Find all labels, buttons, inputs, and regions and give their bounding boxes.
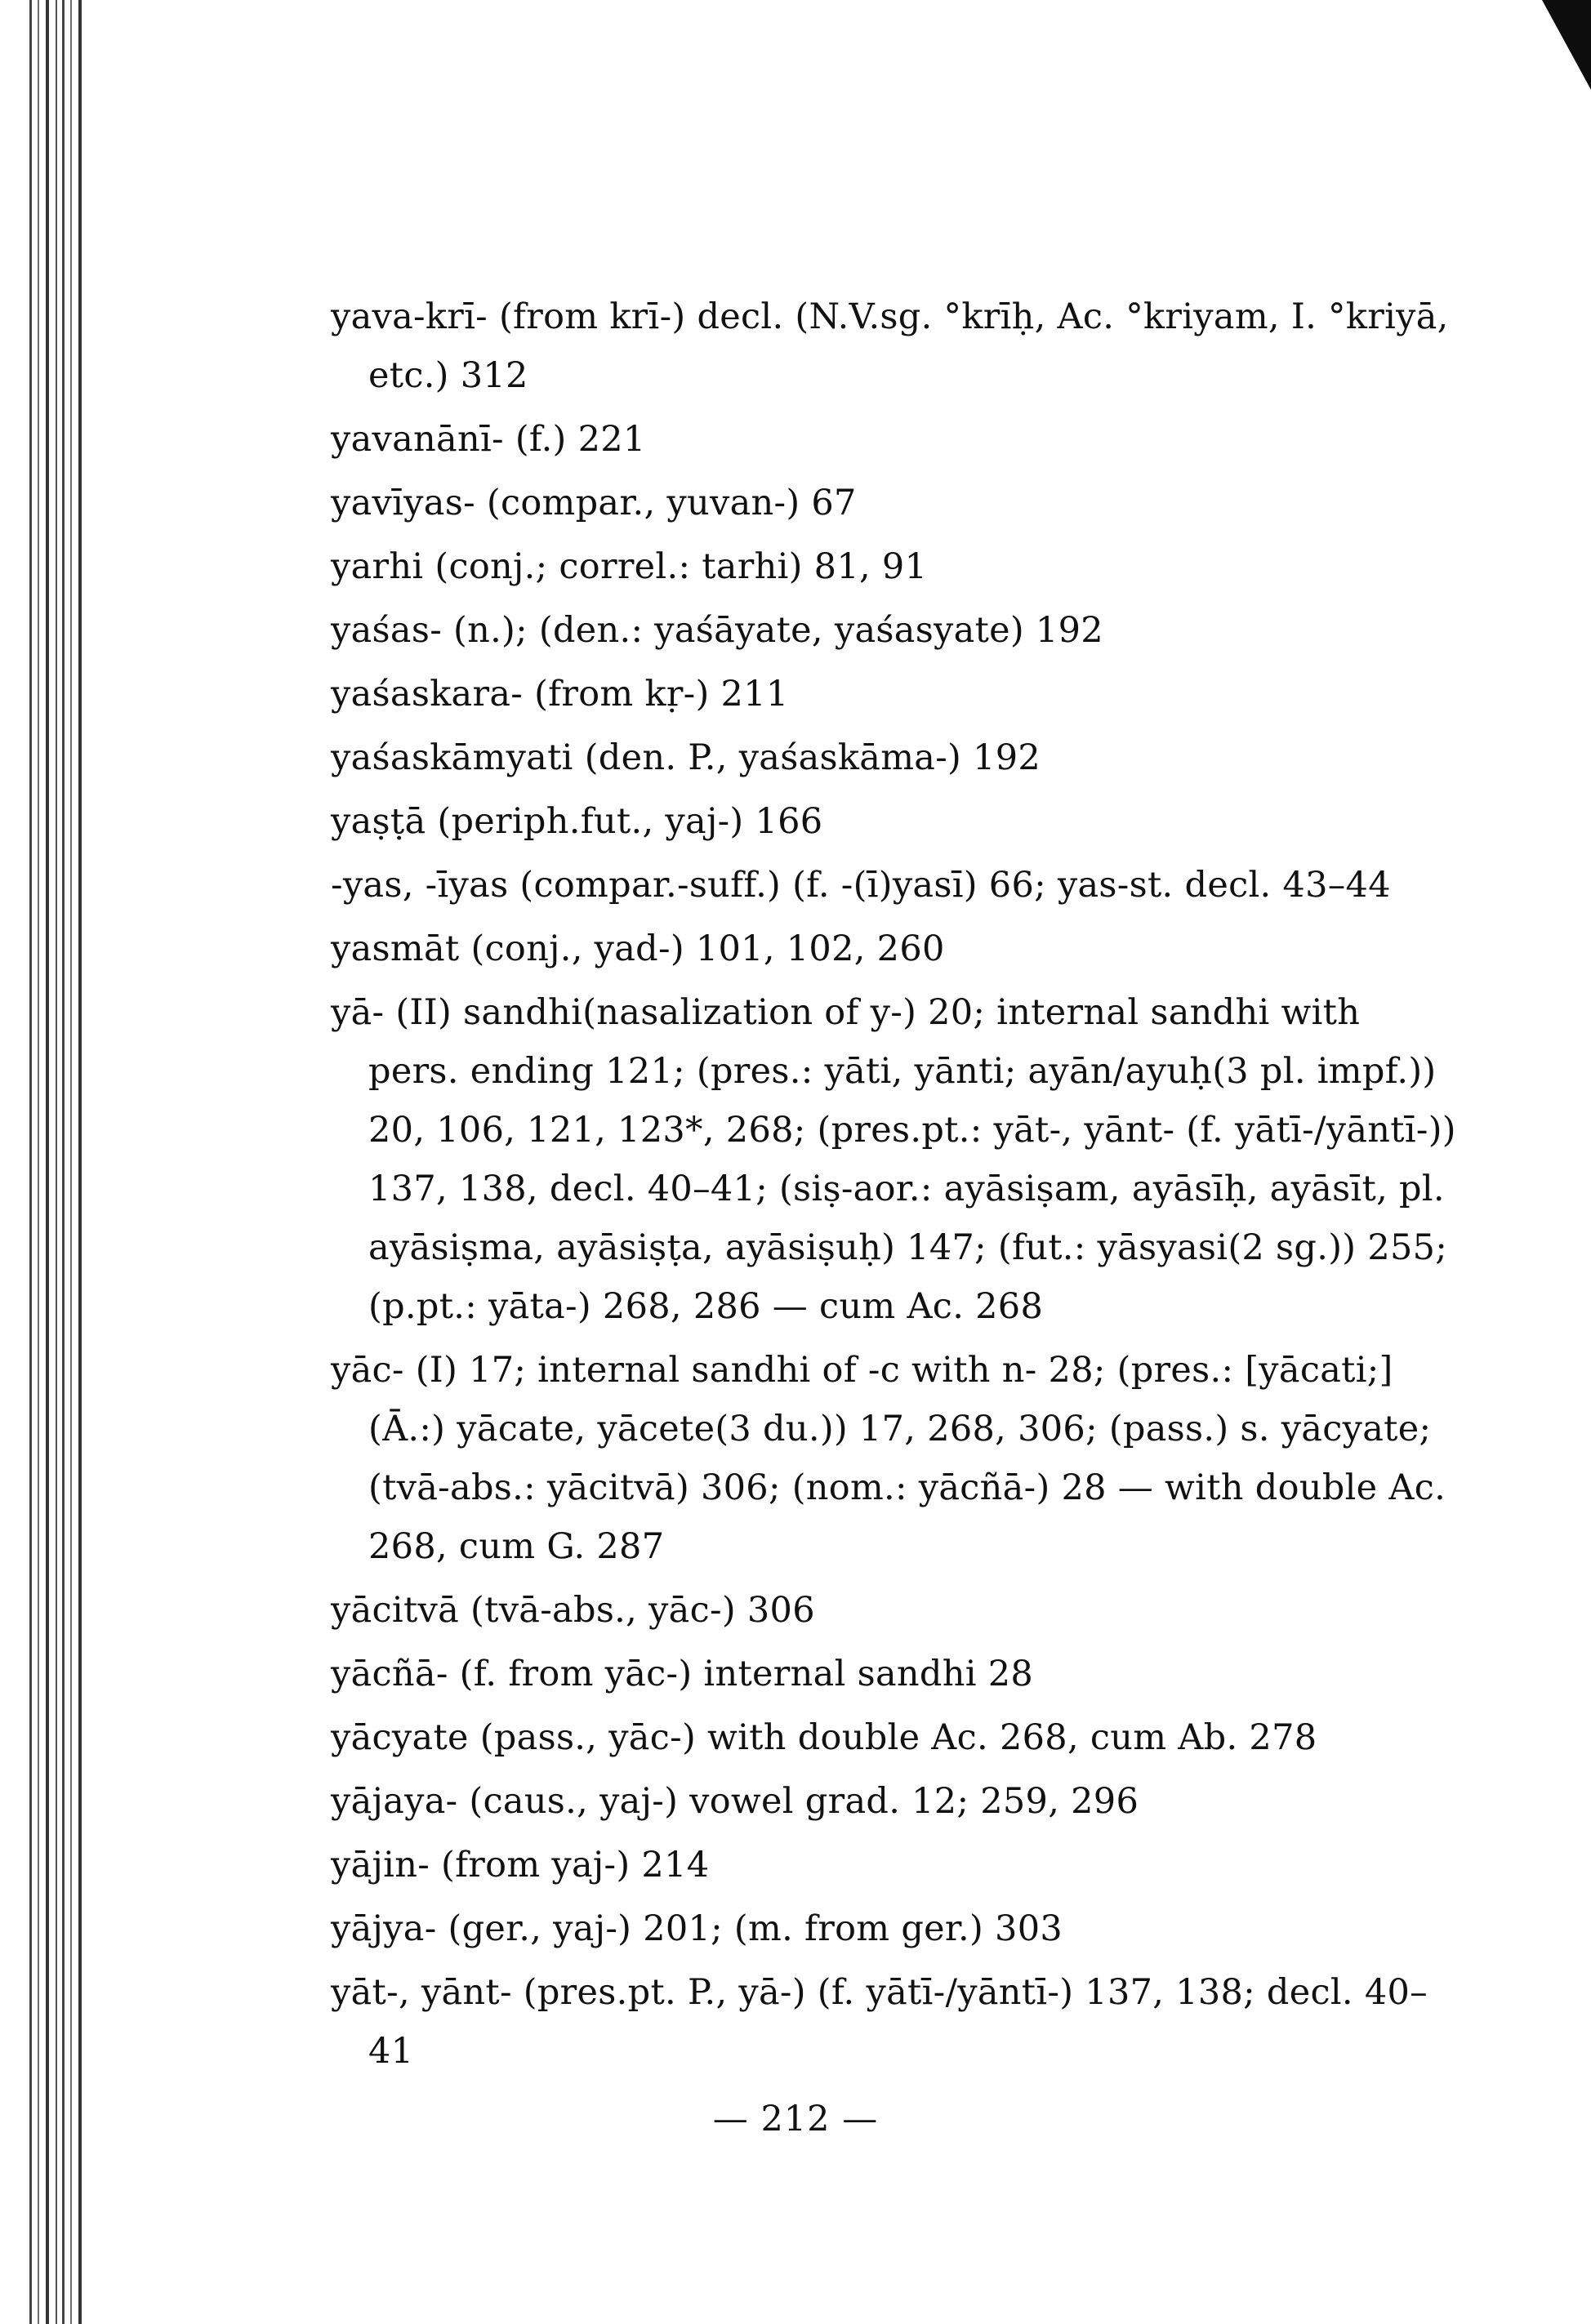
- index-entry: yasmāt (conj., yad-) 101, 102, 260: [331, 928, 945, 969]
- index-entry: yācñā- (f. from yāc-) internal sandhi 28: [331, 1654, 1034, 1694]
- index-entry: yava-krī- (from krī-) decl. (N.V.sg. °krīḥ, Ac. °kriyam, I. °kriyā, etc.) 312: [331, 296, 1449, 396]
- index-entry: yājin- (from yaj-) 214: [331, 1845, 710, 1885]
- index-entry: yaśaskāmyati (den. P., yaśaskāma-) 192: [331, 737, 1041, 778]
- index-entry: yācyate (pass., yāc-) with double Ac. 268, cum Ab. 278: [331, 1717, 1317, 1758]
- index-entry: yarhi (conj.; correl.: tarhi) 81, 91: [331, 546, 928, 587]
- index-entry: yaṣṭā (periph.fut., yaj-) 166: [331, 801, 823, 842]
- index-entry: yavanānī- (f.) 221: [331, 419, 646, 460]
- index-entry: yāt-, yānt- (pres.pt. P., yā-) (f. yātī-/yāntī-) 137, 138; decl. 40–41: [331, 1972, 1428, 2072]
- index-entry: -yas, -īyas (compar.-suff.) (f. -(ī)yasī) 66; yas-st. decl. 43–44: [331, 865, 1391, 906]
- index-entry: yaśas- (n.); (den.: yaśāyate, yaśasyate) 192: [331, 610, 1103, 651]
- binding-edge: [25, 0, 82, 2324]
- index-entry: yāc- (I) 17; internal sandhi of -c with n- 28; (pres.: [yācati;] (Ā.:) yācate, yācete(3 du.)) 17, 268, 306; (pass.) s. yācyate; (tvā-abs.: yācitvā) 306; (nom.: yācñā-) 28 — with double Ac. 268, cum G. 287: [331, 1350, 1446, 1567]
- index-entry: yācitvā (tvā-abs., yāc-) 306: [331, 1590, 815, 1631]
- corner-mark: [1542, 0, 1591, 90]
- index-entry: yaśaskara- (from kṛ-) 211: [331, 674, 789, 715]
- index-entry: yavīyas- (compar., yuvan-) 67: [331, 483, 857, 523]
- index-page: [331, 287, 1458, 2086]
- index-entry: yā- (II) sandhi(nasalization of y-) 20; internal sandhi with pers. ending 121; (pres.: yāti, yānti; ayān/ayuḥ(3 pl. impf.)) 20, 106, 121, 123*, 268; (pres.pt.: yāt-, yānt- (f. yātī-/yāntī-)) 137, 138, decl. 40–41; (siṣ-aor.: ayāsiṣam, ayāsīḥ, ayāsīt, pl. ayāsiṣma, ayāsiṣṭa, ayāsiṣuḥ) 147; (fut.: yāsyasi(2 sg.)) 255; (p.pt.: yāta-) 268, 286 — cum Ac. 268: [331, 992, 1456, 1327]
- index-entry: yājya- (ger., yaj-) 201; (m. from ger.) 303: [331, 1908, 1063, 1949]
- page-number: — 212 —: [712, 2099, 879, 2139]
- index-entry: yājaya- (caus., yaj-) vowel grad. 12; 259, 296: [331, 1781, 1139, 1822]
